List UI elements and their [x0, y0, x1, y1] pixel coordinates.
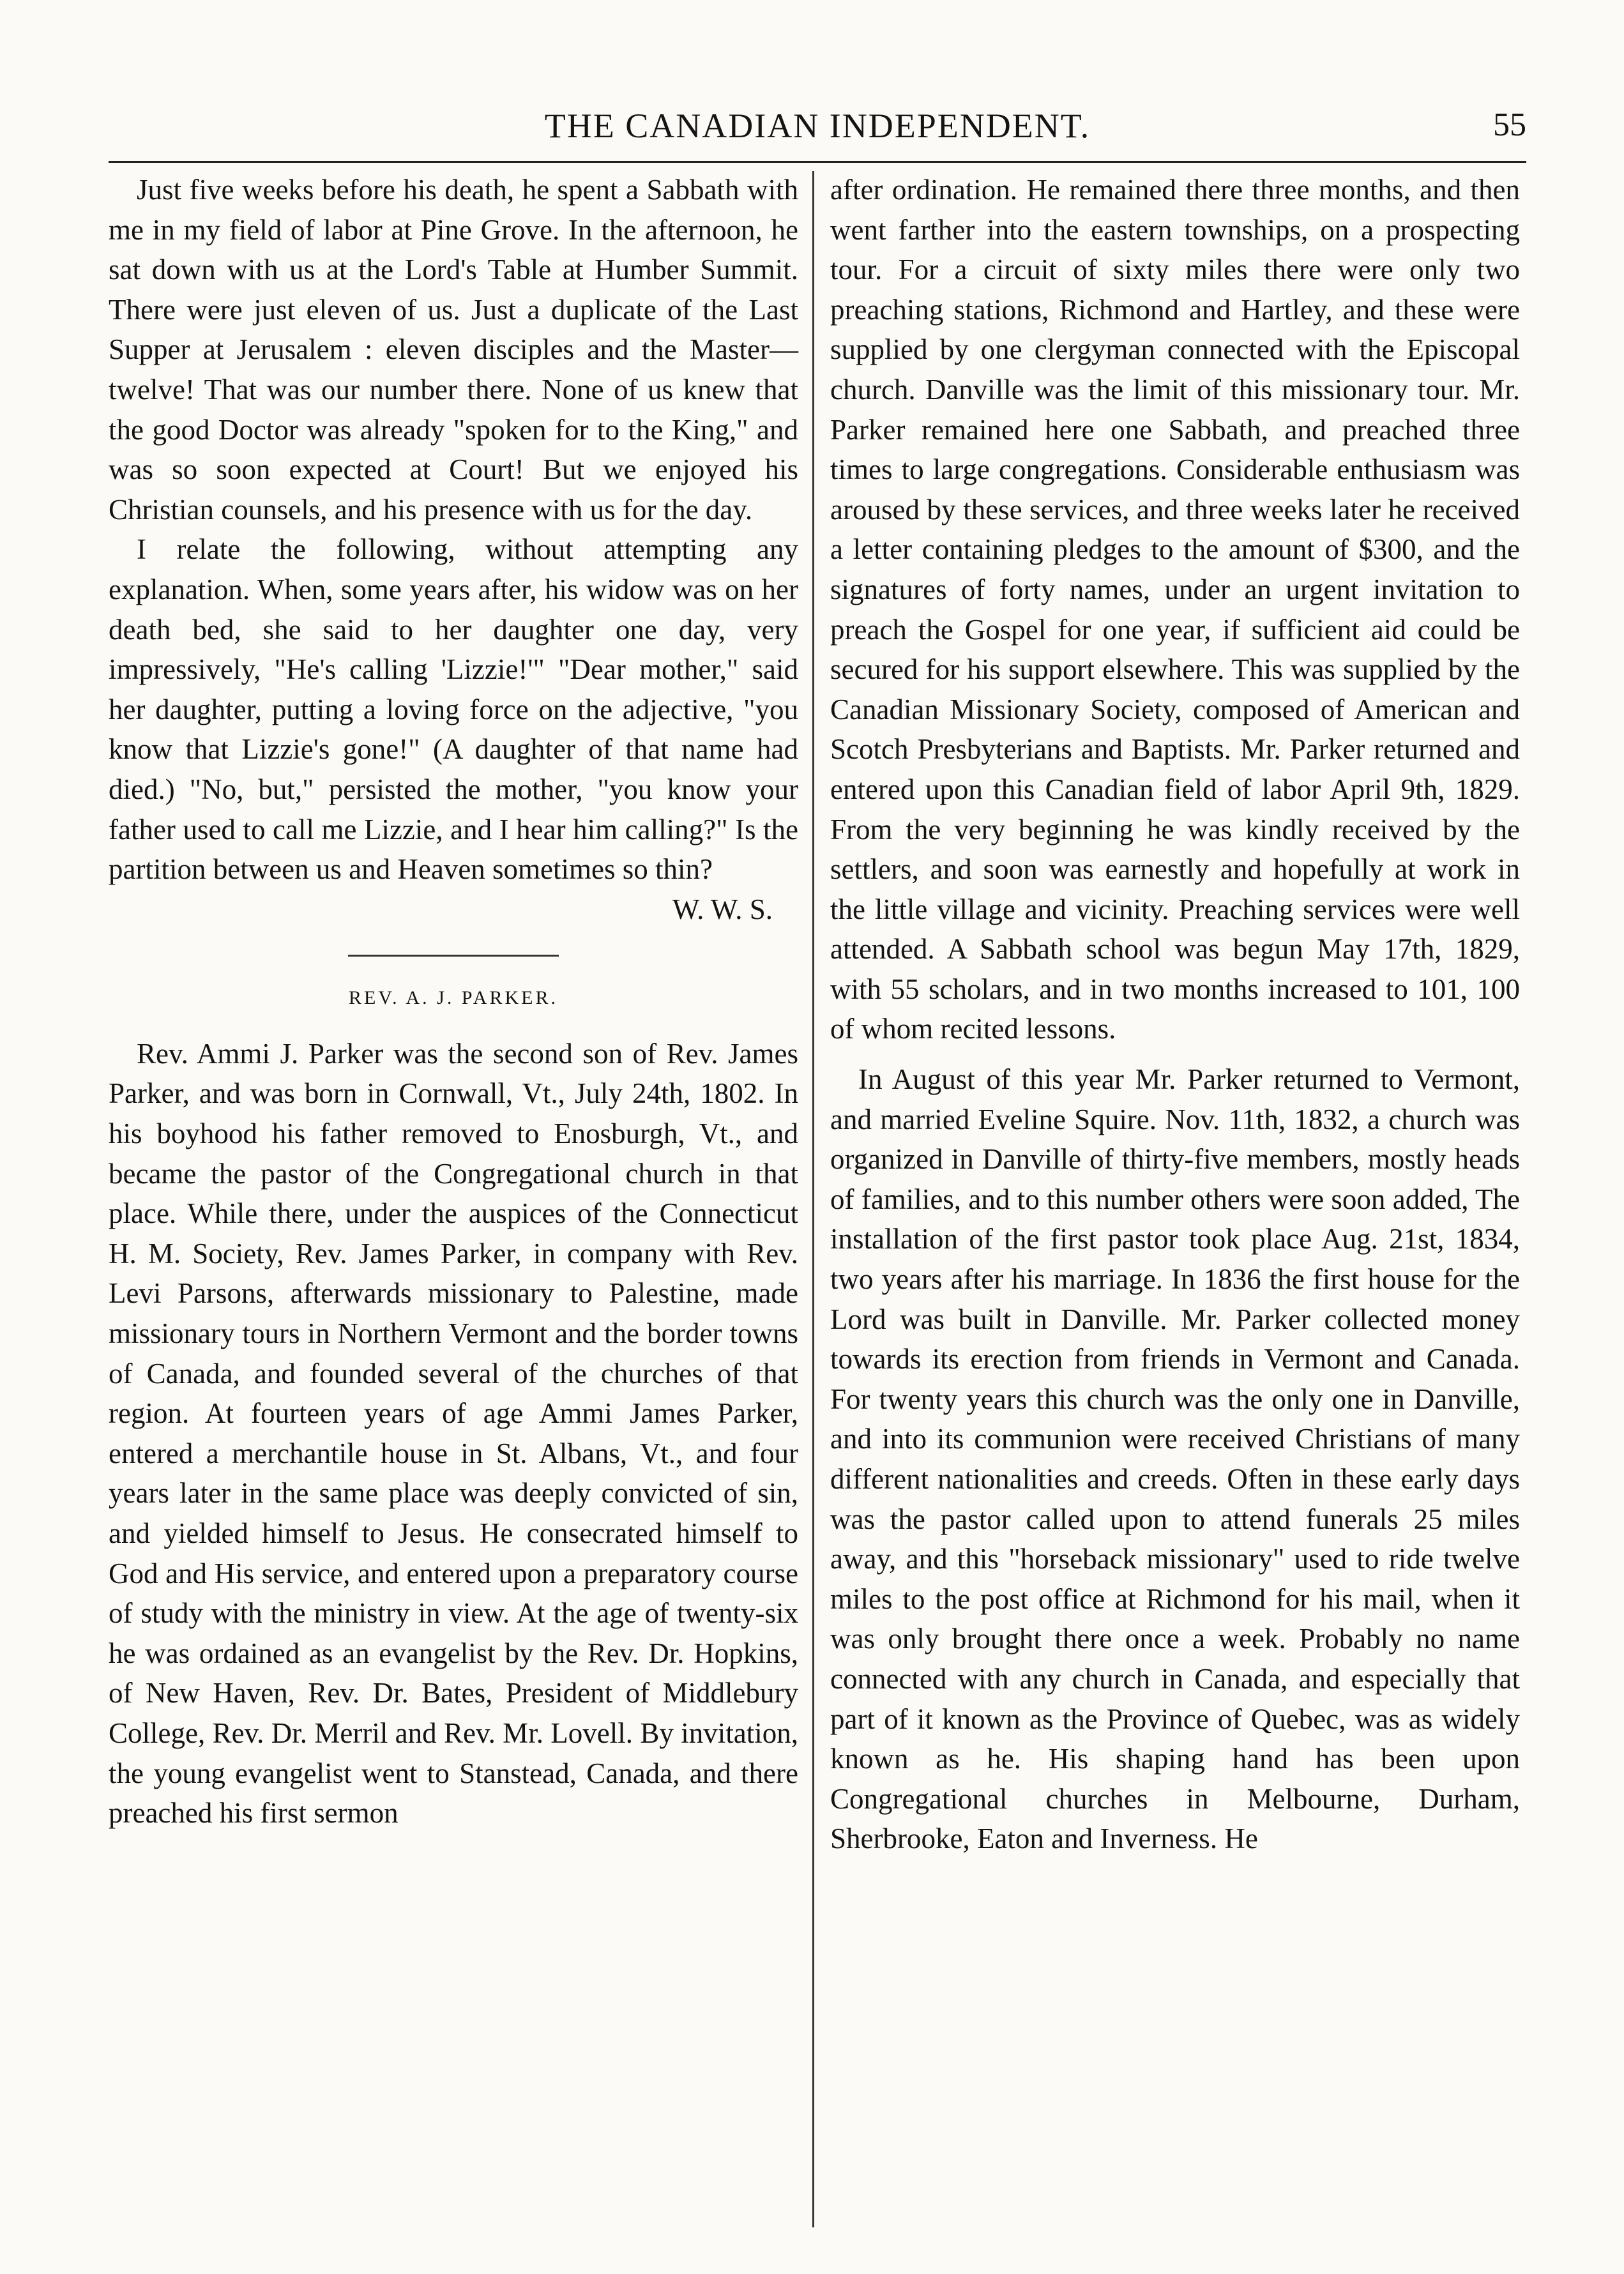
paragraph — [109, 529, 798, 925]
paragraph-text: I relate the following, without attempting any explanation. When, some years after, his widow was on her death bed, she said to her daughter one day, very impressively, "He's calling 'Lizzie!'" "Dear mother," said her daughter, putting a loving force on the adjective, "you know that Lizzie's gone!" (A daughter of that name had died.) "No, but," persisted the mother, "you know your father used to call me Lizzie, and I hear him calling?" Is the partition between us and Heaven sometimes so thin? — [109, 533, 798, 886]
right-column — [830, 170, 1520, 2232]
page-number: 55 — [1493, 107, 1526, 143]
section-divider — [348, 955, 559, 957]
left-column — [109, 170, 798, 2232]
paragraph: Rev. Ammi J. Parker was the second son of Rev. James Parker, and was born in Cornwall, Vt., July 24th, 1802. In his boyhood his father removed to Enosburgh, Vt., and became the pastor of the Congregational church in that place. While there, under the auspices of the Connecticut H. M. Society, Rev. James Parker, in company with Rev. Levi Parsons, afterwards missionary to Palestine, made missionary tours in Northern Vermont and the border towns of Canada, and founded several of the churches of that region. At fourteen years of age Ammi James Parker, entered a merchantile house in St. Albans, Vt., and four years later in the same place was deeply convicted of sin, and yielded himself to Jesus. He consecrated himself to God and His service, and entered upon a preparatory course of study with the ministry in view. At the age of twenty-six he was ordained as an evangelist by the Rev. Dr. Hopkins, of New Haven, Rev. Dr. Bates, President of Middlebury College, Rev. Dr. Merril and Rev. Mr. Lovell. By invitation, the young evangelist went to Stanstead, Canada, and there preached his first sermon — [109, 1037, 798, 1830]
page-header — [109, 101, 1526, 152]
paragraph: In August of this year Mr. Parker returned to Vermont, and married Eveline Squire. Nov. 11th, 1832, a church was organized in Danville of thirty-five members, mostly heads of families, and to this number others were soon added, The installation of the first pastor took place Aug. 21st, 1834, two years after his marriage. In 1836 the first house for the Lord was built in Danville. Mr. Parker collected money towards its erection from friends in Vermont and Canada. For twenty years this church was the only one in Danville, and into its communion were received Christians of many different nationalities and creeds. Often in these early days was the pastor called upon to attend funerals 25 miles away, and this "horseback missionary" used to ride twelve miles to the post office at Richmond for his mail, when it was only brought there once a week. Probably no name connected with any church in Canada, and especially that part of it known as the Province of Quebec, was as widely known as he. His shaping hand has been upon Congregational churches in Melbourne, Durham, Sherbrooke, Eaton and Inverness. He — [830, 1063, 1520, 1855]
paragraph: Just five weeks before his death, he spent a Sabbath with me in my field of labor at Pine Grove. In the afternoon, he sat down with us at the Lord's Table at Humber Summit. There were just eleven of us. Just a duplicate of the Last Supper at Jerusalem : eleven disciples and the Master—twelve! That was our number there. None of us knew that the good Doctor was already "spoken for to the King," and was so soon expected at Court! But we enjoyed his Christian counsels, and his presence with us for the day. — [109, 174, 798, 526]
publication-title: THE CANADIAN INDEPENDENT. — [544, 107, 1091, 145]
section-heading: REV. A. J. PARKER. — [349, 987, 558, 1009]
column-divider — [812, 171, 814, 2227]
signature: W. W. S. — [672, 893, 773, 925]
paragraph: after ordination. He remained there three months, and then went farther into the eastern townships, on a prospecting tour. For a circuit of sixty miles there were only two preaching stations, Richmond and Hartley, and these were supplied by one clergyman connected with the Episcopal church. Danville was the limit of this missionary tour. Mr. Parker remained here one Sabbath, and preached three times to large congregations. Considerable enthusiasm was aroused by these services, and three weeks later he received a letter containing pledges to the amount of $300, and the signatures of forty names, under an urgent invitation to preach the Gospel for one year, if sufficient aid could be secured for his support elsewhere. This was supplied by the Canadian Missionary Society, composed of American and Scotch Presbyterians and Baptists. Mr. Parker returned and entered upon this Canadian field of labor April 9th, 1829. From the very beginning he was kindly received by the settlers, and soon was earnestly and hopefully at work in the little village and vicinity. Preaching services were well attended. A Sabbath school was begun May 17th, 1829, with 55 scholars, and in two months increased to 101, 100 of whom recited lessons. — [830, 174, 1520, 1045]
header-rule — [109, 161, 1526, 163]
